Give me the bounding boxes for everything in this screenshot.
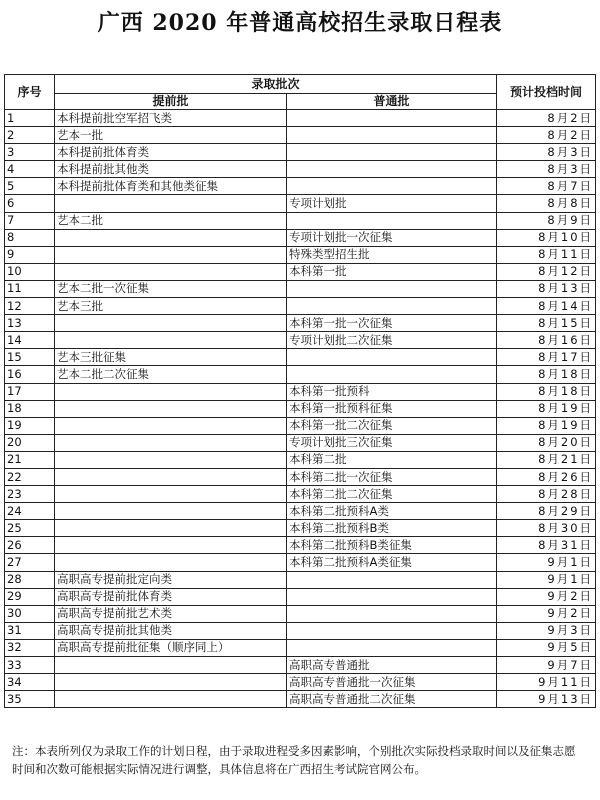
table-row xyxy=(5,537,596,554)
row-general-batch: 本科第一批预科征集 xyxy=(287,400,497,417)
row-seq: 31 xyxy=(5,622,55,639)
row-date: 8月18日 xyxy=(497,366,596,383)
row-seq: 5 xyxy=(5,178,55,195)
row-general-batch xyxy=(287,298,497,315)
row-seq: 35 xyxy=(5,691,55,708)
row-date: 8月31日 xyxy=(497,537,596,554)
row-date: 8月2日 xyxy=(497,127,596,144)
table-row xyxy=(5,657,596,674)
row-general-batch: 本科第二批预科B类 xyxy=(287,520,497,537)
row-seq: 12 xyxy=(5,298,55,315)
row-early-batch xyxy=(55,417,287,434)
table-row xyxy=(5,144,596,161)
row-general-batch xyxy=(287,366,497,383)
row-seq: 10 xyxy=(5,263,55,280)
row-date: 8月15日 xyxy=(497,315,596,332)
row-general-batch xyxy=(287,588,497,605)
table-row xyxy=(5,571,596,588)
row-general-batch: 高职高专普通批一次征集 xyxy=(287,674,497,691)
table-row xyxy=(5,127,596,144)
row-date: 9月2日 xyxy=(497,605,596,622)
row-general-batch xyxy=(287,622,497,639)
row-date: 8月12日 xyxy=(497,263,596,280)
row-seq: 26 xyxy=(5,537,55,554)
table-row xyxy=(5,366,596,383)
table-row xyxy=(5,691,596,708)
row-early-batch xyxy=(55,246,287,263)
row-early-batch xyxy=(55,263,287,280)
table-row xyxy=(5,229,596,246)
row-general-batch xyxy=(287,144,497,161)
row-seq: 20 xyxy=(5,434,55,451)
row-date: 8月21日 xyxy=(497,451,596,468)
row-seq: 33 xyxy=(5,657,55,674)
row-general-batch: 专项计划批三次征集 xyxy=(287,434,497,451)
row-seq: 15 xyxy=(5,349,55,366)
row-early-batch xyxy=(55,451,287,468)
row-date: 8月19日 xyxy=(497,417,596,434)
row-general-batch: 本科第二批 xyxy=(287,451,497,468)
table-row xyxy=(5,178,596,195)
row-date: 8月7日 xyxy=(497,178,596,195)
footnote: 注：本表所列仅为录取工作的计划日程，由于录取进程受多因素影响，个别批次实际投档录取时间以及征集志愿时间和次数可能根据实际情况进行调整，具体信息将在广西招生考试院官网公布。 xyxy=(12,744,576,776)
row-date: 8月18日 xyxy=(497,383,596,400)
table-row xyxy=(5,383,596,400)
header-general-batch: 普通批 xyxy=(287,94,497,110)
row-early-batch: 艺本三批 xyxy=(55,298,287,315)
table-row xyxy=(5,503,596,520)
row-early-batch: 艺本二批一次征集 xyxy=(55,280,287,297)
row-seq: 32 xyxy=(5,639,55,656)
row-general-batch: 专项计划批二次征集 xyxy=(287,332,497,349)
row-date: 8月9日 xyxy=(497,212,596,229)
table-row xyxy=(5,674,596,691)
row-general-batch: 高职高专普通批 xyxy=(287,657,497,674)
row-seq: 11 xyxy=(5,280,55,297)
table-row xyxy=(5,315,596,332)
row-date: 8月2日 xyxy=(497,110,596,127)
row-general-batch: 专项计划批一次征集 xyxy=(287,229,497,246)
row-early-batch xyxy=(55,332,287,349)
row-seq: 30 xyxy=(5,605,55,622)
row-general-batch: 本科第一批 xyxy=(287,263,497,280)
row-seq: 13 xyxy=(5,315,55,332)
table-row xyxy=(5,520,596,537)
row-early-batch: 高职高专提前批艺术类 xyxy=(55,605,287,622)
row-seq: 34 xyxy=(5,674,55,691)
row-seq: 27 xyxy=(5,554,55,571)
row-general-batch xyxy=(287,280,497,297)
admission-schedule-table xyxy=(4,74,596,708)
row-date: 9月2日 xyxy=(497,588,596,605)
table-row xyxy=(5,400,596,417)
row-early-batch: 本科提前批其他类 xyxy=(55,161,287,178)
row-date: 8月17日 xyxy=(497,349,596,366)
row-date: 8月28日 xyxy=(497,486,596,503)
row-early-batch xyxy=(55,468,287,485)
row-date: 8月8日 xyxy=(497,195,596,212)
row-date: 8月16日 xyxy=(497,332,596,349)
row-seq: 18 xyxy=(5,400,55,417)
table-row xyxy=(5,588,596,605)
row-general-batch xyxy=(287,212,497,229)
row-general-batch: 本科第一批一次征集 xyxy=(287,315,497,332)
row-early-batch: 本科提前批空军招飞类 xyxy=(55,110,287,127)
row-general-batch: 本科第二批预科A类 xyxy=(287,503,497,520)
row-early-batch: 高职高专提前批定向类 xyxy=(55,571,287,588)
row-date: 8月30日 xyxy=(497,520,596,537)
table-row xyxy=(5,161,596,178)
header-batch: 录取批次 xyxy=(55,75,497,94)
row-early-batch: 高职高专提前批征集（顺序同上） xyxy=(55,639,287,656)
row-early-batch: 艺本二批 xyxy=(55,212,287,229)
row-seq: 24 xyxy=(5,503,55,520)
row-seq: 9 xyxy=(5,246,55,263)
row-seq: 16 xyxy=(5,366,55,383)
table-row xyxy=(5,263,596,280)
row-early-batch xyxy=(55,434,287,451)
row-seq: 25 xyxy=(5,520,55,537)
row-early-batch xyxy=(55,195,287,212)
row-date: 8月13日 xyxy=(497,280,596,297)
table-row xyxy=(5,605,596,622)
row-general-batch: 本科第二批一次征集 xyxy=(287,468,497,485)
row-early-batch xyxy=(55,554,287,571)
row-early-batch xyxy=(55,383,287,400)
row-date: 8月20日 xyxy=(497,434,596,451)
page-title: 广西 2020 年普通高校招生录取日程表 xyxy=(97,10,503,36)
row-early-batch: 艺本二批二次征集 xyxy=(55,366,287,383)
row-general-batch: 本科第一批预科 xyxy=(287,383,497,400)
table-row xyxy=(5,622,596,639)
row-early-batch xyxy=(55,674,287,691)
row-early-batch xyxy=(55,657,287,674)
row-early-batch xyxy=(55,315,287,332)
row-date: 8月14日 xyxy=(497,298,596,315)
row-date: 9月1日 xyxy=(497,554,596,571)
row-general-batch: 高职高专普通批二次征集 xyxy=(287,691,497,708)
table-row xyxy=(5,195,596,212)
row-date: 8月29日 xyxy=(497,503,596,520)
row-early-batch: 艺本一批 xyxy=(55,127,287,144)
row-date: 9月11日 xyxy=(497,674,596,691)
header-date: 预计投档时间 xyxy=(497,75,596,110)
row-date: 8月10日 xyxy=(497,229,596,246)
row-general-batch: 本科第一批二次征集 xyxy=(287,417,497,434)
row-seq: 2 xyxy=(5,127,55,144)
row-general-batch: 专项计划批 xyxy=(287,195,497,212)
row-early-batch: 艺本三批征集 xyxy=(55,349,287,366)
row-date: 9月5日 xyxy=(497,639,596,656)
table-row xyxy=(5,451,596,468)
row-early-batch: 高职高专提前批体育类 xyxy=(55,588,287,605)
row-seq: 19 xyxy=(5,417,55,434)
row-early-batch: 本科提前批体育类和其他类征集 xyxy=(55,178,287,195)
row-early-batch xyxy=(55,691,287,708)
row-seq: 7 xyxy=(5,212,55,229)
row-seq: 3 xyxy=(5,144,55,161)
table-row xyxy=(5,349,596,366)
row-date: 8月19日 xyxy=(497,400,596,417)
row-general-batch xyxy=(287,349,497,366)
row-date: 9月3日 xyxy=(497,622,596,639)
table-row xyxy=(5,212,596,229)
table-row xyxy=(5,486,596,503)
row-early-batch xyxy=(55,503,287,520)
table-body xyxy=(5,110,596,708)
row-early-batch xyxy=(55,486,287,503)
row-seq: 21 xyxy=(5,451,55,468)
table-row xyxy=(5,110,596,127)
row-seq: 14 xyxy=(5,332,55,349)
table-row xyxy=(5,468,596,485)
row-early-batch: 高职高专提前批其他类 xyxy=(55,622,287,639)
table-row xyxy=(5,639,596,656)
row-date: 9月13日 xyxy=(497,691,596,708)
table-row xyxy=(5,554,596,571)
row-date: 8月3日 xyxy=(497,161,596,178)
row-seq: 23 xyxy=(5,486,55,503)
row-early-batch xyxy=(55,400,287,417)
row-date: 8月3日 xyxy=(497,144,596,161)
row-seq: 29 xyxy=(5,588,55,605)
table-row xyxy=(5,434,596,451)
table-row xyxy=(5,332,596,349)
row-general-batch xyxy=(287,178,497,195)
row-general-batch xyxy=(287,605,497,622)
row-general-batch xyxy=(287,639,497,656)
header-early-batch: 提前批 xyxy=(55,94,287,110)
row-seq: 28 xyxy=(5,571,55,588)
header-seq: 序号 xyxy=(5,75,55,110)
row-seq: 22 xyxy=(5,468,55,485)
row-general-batch xyxy=(287,571,497,588)
row-general-batch xyxy=(287,110,497,127)
row-general-batch: 特殊类型招生批 xyxy=(287,246,497,263)
table-row xyxy=(5,298,596,315)
row-seq: 4 xyxy=(5,161,55,178)
row-early-batch xyxy=(55,229,287,246)
row-seq: 6 xyxy=(5,195,55,212)
row-seq: 8 xyxy=(5,229,55,246)
row-general-batch xyxy=(287,161,497,178)
row-date: 9月7日 xyxy=(497,657,596,674)
row-early-batch xyxy=(55,537,287,554)
row-general-batch: 本科第二批预科A类征集 xyxy=(287,554,497,571)
row-seq: 1 xyxy=(5,110,55,127)
row-seq: 17 xyxy=(5,383,55,400)
row-general-batch: 本科第二批二次征集 xyxy=(287,486,497,503)
table-row xyxy=(5,417,596,434)
row-early-batch: 本科提前批体育类 xyxy=(55,144,287,161)
table-row xyxy=(5,280,596,297)
row-early-batch xyxy=(55,520,287,537)
table-row xyxy=(5,246,596,263)
row-general-batch: 本科第二批预科B类征集 xyxy=(287,537,497,554)
row-date: 8月26日 xyxy=(497,468,596,485)
row-date: 9月1日 xyxy=(497,571,596,588)
row-date: 8月11日 xyxy=(497,246,596,263)
row-general-batch xyxy=(287,127,497,144)
